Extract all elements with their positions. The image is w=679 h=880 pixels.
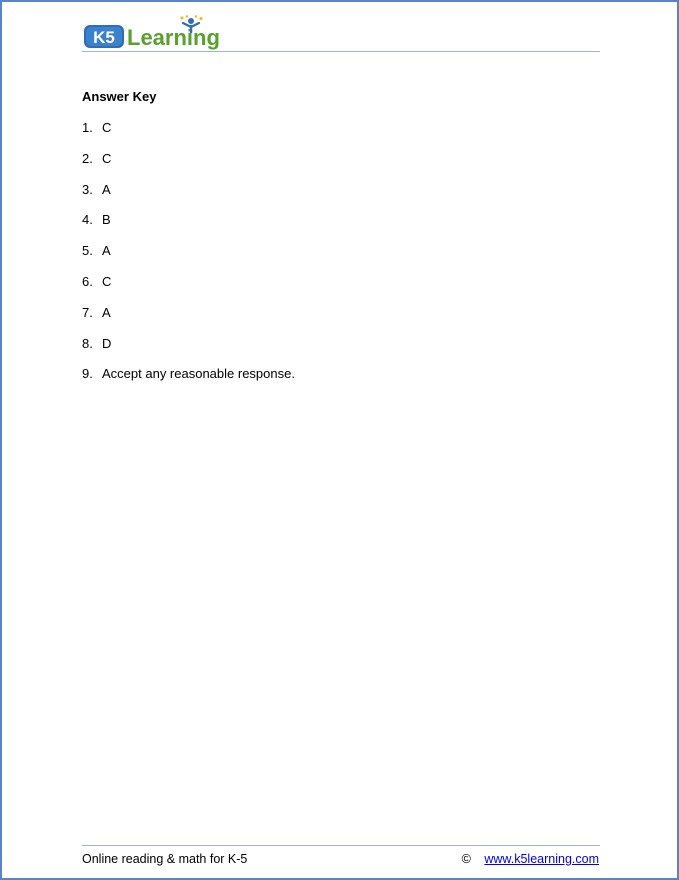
answer-number: 2.: [82, 150, 93, 166]
answer-text: A: [102, 304, 111, 320]
answer-number: 5.: [82, 243, 93, 259]
answer-item: [82, 243, 295, 274]
answer-item: [82, 120, 295, 151]
answer-number: 8.: [82, 335, 93, 351]
answer-item: [82, 305, 295, 336]
footer-divider: [82, 845, 600, 846]
answer-number: 4.: [82, 212, 93, 228]
answer-item: [82, 182, 295, 213]
answer-item: [82, 274, 295, 305]
footer-tagline: Online reading & math for K-5: [82, 852, 248, 866]
answer-text: C: [102, 273, 112, 289]
answer-number: 1.: [82, 120, 93, 135]
answer-text: C: [102, 120, 112, 135]
answer-text: Accept any reasonable response.: [102, 366, 295, 382]
answer-list: [82, 120, 295, 397]
website-link[interactable]: www.k5learning.com: [484, 852, 599, 866]
answer-text: C: [102, 150, 112, 166]
answer-text: A: [102, 243, 111, 259]
logo-wordmark: Learning: [127, 25, 220, 50]
answer-text: B: [102, 212, 111, 228]
copyright-symbol: ©: [461, 852, 471, 866]
answer-number: 3.: [82, 181, 93, 197]
logo-k5-text: K5: [93, 28, 115, 47]
header-divider: [82, 51, 600, 52]
answer-item: [82, 212, 295, 243]
answer-number: 6.: [82, 273, 93, 289]
k5-learning-logo: [83, 15, 233, 51]
answer-text: D: [102, 335, 112, 351]
answer-key-title: Answer Key: [82, 89, 157, 104]
footer-credit: [462, 851, 599, 867]
answer-number: 7.: [82, 304, 93, 320]
answer-item: [82, 336, 295, 367]
answer-item: [82, 151, 295, 182]
answer-number: 9.: [82, 366, 93, 382]
answer-text: A: [102, 181, 111, 197]
answer-item: [82, 366, 295, 397]
